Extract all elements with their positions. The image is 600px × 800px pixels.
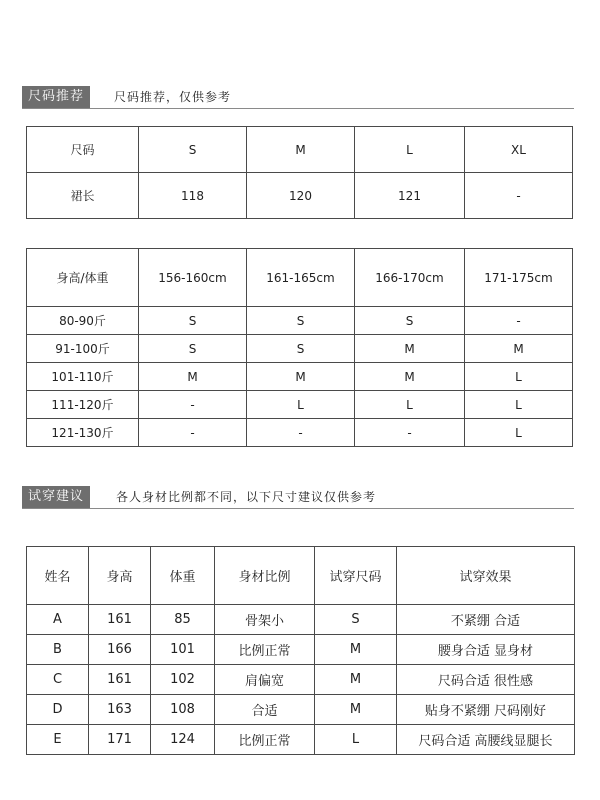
table-row [27, 173, 573, 219]
header-cell: 试穿尺码 [315, 547, 397, 605]
table-cell: 101 [151, 635, 215, 665]
table-cell: 166 [89, 635, 151, 665]
table-cell: 贴身不紧绷 尺码刚好 [397, 695, 575, 725]
table-cell: - [465, 307, 573, 335]
table-cell: L [247, 391, 355, 419]
table-cell: S [247, 335, 355, 363]
table-cell: S [247, 307, 355, 335]
table-row [27, 725, 575, 755]
table-row [27, 335, 573, 363]
table-cell: 108 [151, 695, 215, 725]
table-cell: L [315, 725, 397, 755]
table-cell: L [465, 419, 573, 447]
header-cell: 体重 [151, 547, 215, 605]
table-cell: M [247, 363, 355, 391]
table-cell: 合适 [215, 695, 315, 725]
table-cell: 比例正常 [215, 725, 315, 755]
table-cell: S [139, 335, 247, 363]
table-cell: 腰身合适 显身材 [397, 635, 575, 665]
header-cell: 161-165cm [247, 249, 355, 307]
table-cell: 161 [89, 665, 151, 695]
table-row [27, 695, 575, 725]
header-cell: 姓名 [27, 547, 89, 605]
table-cell: 118 [139, 173, 247, 219]
table-row [27, 307, 573, 335]
table-cell: S [315, 605, 397, 635]
table-cell: M [139, 363, 247, 391]
header-cell: 身高 [89, 547, 151, 605]
table-cell: M [465, 335, 573, 363]
table-cell: 不紧绷 合适 [397, 605, 575, 635]
table-cell: S [139, 307, 247, 335]
table-cell: 80-90斤 [27, 307, 139, 335]
table-cell: - [465, 173, 573, 219]
table-cell: 101-110斤 [27, 363, 139, 391]
table-row [27, 363, 573, 391]
table-cell: L [355, 391, 465, 419]
header-cell: 尺码 [27, 127, 139, 173]
header-cell: XL [465, 127, 573, 173]
fit-table [26, 248, 573, 447]
header-cell: 试穿效果 [397, 547, 575, 605]
table-cell: - [139, 419, 247, 447]
table-cell: 111-120斤 [27, 391, 139, 419]
table-cell: 尺码合适 高腰线显腿长 [397, 725, 575, 755]
table-cell: 171 [89, 725, 151, 755]
trial-advice-header [22, 486, 574, 509]
header-cell: 身高/体重 [27, 249, 139, 307]
header-cell: 156-160cm [139, 249, 247, 307]
table-cell: 肩偏宽 [215, 665, 315, 695]
table-cell: D [27, 695, 89, 725]
table-cell: 骨架小 [215, 605, 315, 635]
table-cell: 比例正常 [215, 635, 315, 665]
table-cell: 裙长 [27, 173, 139, 219]
size-recommend-tag: 尺码推荐 [22, 86, 90, 108]
table-row [27, 419, 573, 447]
table-cell: M [315, 635, 397, 665]
table-cell: S [355, 307, 465, 335]
table-cell: - [355, 419, 465, 447]
table-cell: L [465, 391, 573, 419]
header-cell: 身材比例 [215, 547, 315, 605]
size-table-header-row [27, 127, 573, 173]
header-cell: 171-175cm [465, 249, 573, 307]
fit-table-header-row [27, 249, 573, 307]
size-recommend-header [22, 86, 574, 109]
table-cell: E [27, 725, 89, 755]
size-recommend-text: 尺码推荐，仅供参考 [114, 90, 232, 104]
trial-table [26, 546, 575, 755]
header-cell: L [355, 127, 465, 173]
table-cell: 85 [151, 605, 215, 635]
trial-advice-tag: 试穿建议 [22, 486, 90, 508]
table-cell: - [247, 419, 355, 447]
trial-advice-text: 各人身材比例都不同，以下尺寸建议仅供参考 [116, 490, 377, 504]
table-cell: C [27, 665, 89, 695]
table-cell: M [315, 695, 397, 725]
table-cell: M [355, 363, 465, 391]
header-cell: M [247, 127, 355, 173]
table-cell: 尺码合适 很性感 [397, 665, 575, 695]
table-cell: L [465, 363, 573, 391]
table-cell: 121-130斤 [27, 419, 139, 447]
table-cell: M [315, 665, 397, 695]
table-cell: 102 [151, 665, 215, 695]
size-table [26, 126, 573, 219]
header-cell: S [139, 127, 247, 173]
table-cell: A [27, 605, 89, 635]
table-cell: 121 [355, 173, 465, 219]
table-cell: B [27, 635, 89, 665]
table-cell: 163 [89, 695, 151, 725]
table-cell: - [139, 391, 247, 419]
table-cell: M [355, 335, 465, 363]
table-cell: 120 [247, 173, 355, 219]
table-row [27, 605, 575, 635]
table-row [27, 635, 575, 665]
table-row [27, 665, 575, 695]
table-cell: 161 [89, 605, 151, 635]
header-cell: 166-170cm [355, 249, 465, 307]
trial-table-header-row [27, 547, 575, 605]
table-cell: 124 [151, 725, 215, 755]
table-cell: 91-100斤 [27, 335, 139, 363]
table-row [27, 391, 573, 419]
